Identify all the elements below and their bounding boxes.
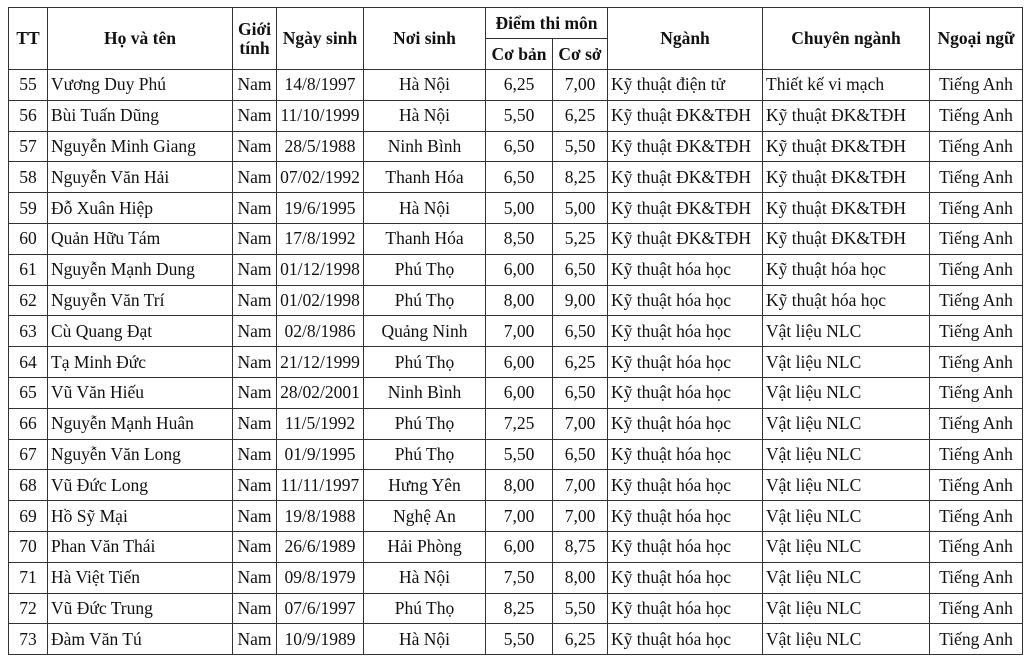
cell-nganh: Kỹ thuật ĐK&TĐH — [608, 100, 763, 131]
cell-gioi-tinh: Nam — [233, 624, 277, 655]
cell-noi-sinh: Phú Thọ — [364, 439, 486, 470]
cell-noi-sinh: Thanh Hóa — [364, 162, 486, 193]
cell-co-ban: 5,50 — [486, 624, 553, 655]
cell-ngoai-ngu: Tiếng Anh — [930, 347, 1023, 378]
cell-nganh: Kỹ thuật hóa học — [608, 562, 763, 593]
table-row — [9, 193, 1023, 224]
cell-noi-sinh: Hà Nội — [364, 562, 486, 593]
cell-gioi-tinh: Nam — [233, 347, 277, 378]
cell-co-ban: 8,25 — [486, 593, 553, 624]
cell-co-so: 7,00 — [553, 501, 608, 532]
cell-gioi-tinh: Nam — [233, 162, 277, 193]
cell-tt: 64 — [9, 347, 48, 378]
cell-tt: 56 — [9, 100, 48, 131]
cell-ngoai-ngu: Tiếng Anh — [930, 562, 1023, 593]
cell-gioi-tinh: Nam — [233, 408, 277, 439]
cell-co-so: 5,25 — [553, 223, 608, 254]
cell-ngoai-ngu: Tiếng Anh — [930, 223, 1023, 254]
cell-chuyen-nganh: Vật liệu NLC — [763, 624, 930, 655]
cell-co-ban: 6,00 — [486, 377, 553, 408]
table-row — [9, 223, 1023, 254]
table-row — [9, 439, 1023, 470]
cell-tt: 55 — [9, 70, 48, 101]
cell-co-so: 8,75 — [553, 531, 608, 562]
cell-chuyen-nganh: Kỹ thuật hóa học — [763, 254, 930, 285]
table-row — [9, 347, 1023, 378]
table-row — [9, 470, 1023, 501]
cell-co-so: 5,00 — [553, 193, 608, 224]
table-row — [9, 316, 1023, 347]
cell-ngay-sinh: 01/12/1998 — [277, 254, 364, 285]
table-row — [9, 624, 1023, 655]
table-row — [9, 285, 1023, 316]
cell-noi-sinh: Hải Phòng — [364, 531, 486, 562]
cell-chuyen-nganh: Kỹ thuật ĐK&TĐH — [763, 193, 930, 224]
cell-ngay-sinh: 11/10/1999 — [277, 100, 364, 131]
cell-chuyen-nganh: Vật liệu NLC — [763, 562, 930, 593]
cell-ho-ten: Nguyễn Văn Hải — [48, 162, 233, 193]
cell-ho-ten: Nguyễn Mạnh Huân — [48, 408, 233, 439]
cell-ngay-sinh: 02/8/1986 — [277, 316, 364, 347]
cell-noi-sinh: Quảng Ninh — [364, 316, 486, 347]
cell-tt: 57 — [9, 131, 48, 162]
cell-ngoai-ngu: Tiếng Anh — [930, 131, 1023, 162]
cell-ngay-sinh: 11/11/1997 — [277, 470, 364, 501]
cell-ho-ten: Vũ Văn Hiếu — [48, 377, 233, 408]
cell-ngay-sinh: 21/12/1999 — [277, 347, 364, 378]
cell-co-ban: 8,50 — [486, 223, 553, 254]
cell-ho-ten: Bùi Tuấn Dũng — [48, 100, 233, 131]
cell-co-so: 5,50 — [553, 131, 608, 162]
cell-gioi-tinh: Nam — [233, 470, 277, 501]
cell-noi-sinh: Hưng Yên — [364, 470, 486, 501]
table-row — [9, 562, 1023, 593]
cell-co-so: 9,00 — [553, 285, 608, 316]
cell-ngay-sinh: 19/8/1988 — [277, 501, 364, 532]
cell-co-ban: 7,25 — [486, 408, 553, 439]
cell-gioi-tinh: Nam — [233, 501, 277, 532]
cell-co-ban: 6,00 — [486, 254, 553, 285]
cell-ngoai-ngu: Tiếng Anh — [930, 531, 1023, 562]
cell-tt: 66 — [9, 408, 48, 439]
cell-co-ban: 6,50 — [486, 131, 553, 162]
table-row — [9, 531, 1023, 562]
cell-nganh: Kỹ thuật hóa học — [608, 377, 763, 408]
cell-tt: 62 — [9, 285, 48, 316]
header-noi-sinh: Nơi sinh — [364, 8, 486, 70]
cell-noi-sinh: Phú Thọ — [364, 285, 486, 316]
cell-chuyen-nganh: Vật liệu NLC — [763, 470, 930, 501]
cell-chuyen-nganh: Kỹ thuật ĐK&TĐH — [763, 162, 930, 193]
cell-co-ban: 7,00 — [486, 316, 553, 347]
cell-ngoai-ngu: Tiếng Anh — [930, 254, 1023, 285]
cell-co-so: 8,00 — [553, 562, 608, 593]
cell-noi-sinh: Thanh Hóa — [364, 223, 486, 254]
cell-noi-sinh: Hà Nội — [364, 70, 486, 101]
cell-ho-ten: Tạ Minh Đức — [48, 347, 233, 378]
cell-co-ban: 5,00 — [486, 193, 553, 224]
cell-chuyen-nganh: Vật liệu NLC — [763, 408, 930, 439]
cell-co-so: 7,00 — [553, 70, 608, 101]
cell-ho-ten: Vương Duy Phú — [48, 70, 233, 101]
cell-ho-ten: Hà Việt Tiến — [48, 562, 233, 593]
cell-chuyen-nganh: Kỹ thuật ĐK&TĐH — [763, 131, 930, 162]
cell-nganh: Kỹ thuật hóa học — [608, 347, 763, 378]
cell-ngoai-ngu: Tiếng Anh — [930, 470, 1023, 501]
cell-chuyen-nganh: Vật liệu NLC — [763, 316, 930, 347]
table-row — [9, 131, 1023, 162]
table-row — [9, 501, 1023, 532]
cell-chuyen-nganh: Vật liệu NLC — [763, 377, 930, 408]
header-co-so: Cơ sở — [553, 39, 608, 70]
cell-ho-ten: Đỗ Xuân Hiệp — [48, 193, 233, 224]
cell-nganh: Kỹ thuật hóa học — [608, 470, 763, 501]
header-tt: TT — [9, 8, 48, 70]
cell-noi-sinh: Phú Thọ — [364, 254, 486, 285]
cell-tt: 72 — [9, 593, 48, 624]
cell-tt: 70 — [9, 531, 48, 562]
cell-ho-ten: Nguyễn Văn Trí — [48, 285, 233, 316]
cell-gioi-tinh: Nam — [233, 254, 277, 285]
cell-co-ban: 6,00 — [486, 531, 553, 562]
cell-chuyen-nganh: Vật liệu NLC — [763, 347, 930, 378]
cell-ngay-sinh: 28/5/1988 — [277, 131, 364, 162]
cell-co-ban: 6,25 — [486, 70, 553, 101]
cell-noi-sinh: Nghệ An — [364, 501, 486, 532]
cell-nganh: Kỹ thuật hóa học — [608, 593, 763, 624]
cell-nganh: Kỹ thuật ĐK&TĐH — [608, 223, 763, 254]
cell-ngay-sinh: 01/9/1995 — [277, 439, 364, 470]
header-co-ban: Cơ bản — [486, 39, 553, 70]
cell-co-so: 6,25 — [553, 347, 608, 378]
cell-co-so: 6,50 — [553, 377, 608, 408]
cell-ngoai-ngu: Tiếng Anh — [930, 501, 1023, 532]
cell-gioi-tinh: Nam — [233, 439, 277, 470]
cell-co-ban: 8,00 — [486, 470, 553, 501]
cell-ho-ten: Cù Quang Đạt — [48, 316, 233, 347]
cell-tt: 59 — [9, 193, 48, 224]
cell-nganh: Kỹ thuật hóa học — [608, 439, 763, 470]
cell-ngay-sinh: 09/8/1979 — [277, 562, 364, 593]
cell-chuyen-nganh: Kỹ thuật hóa học — [763, 285, 930, 316]
cell-gioi-tinh: Nam — [233, 593, 277, 624]
cell-co-so: 6,50 — [553, 254, 608, 285]
cell-tt: 71 — [9, 562, 48, 593]
cell-co-so: 7,00 — [553, 408, 608, 439]
cell-gioi-tinh: Nam — [233, 70, 277, 101]
cell-gioi-tinh: Nam — [233, 223, 277, 254]
cell-nganh: Kỹ thuật điện tử — [608, 70, 763, 101]
cell-ngay-sinh: 11/5/1992 — [277, 408, 364, 439]
cell-ngay-sinh: 19/6/1995 — [277, 193, 364, 224]
cell-noi-sinh: Phú Thọ — [364, 408, 486, 439]
cell-tt: 68 — [9, 470, 48, 501]
cell-ho-ten: Hồ Sỹ Mại — [48, 501, 233, 532]
header-ho-ten: Họ và tên — [48, 8, 233, 70]
candidate-table — [8, 7, 1023, 655]
table-row — [9, 408, 1023, 439]
cell-noi-sinh: Ninh Bình — [364, 377, 486, 408]
cell-gioi-tinh: Nam — [233, 377, 277, 408]
header-ngoai-ngu: Ngoại ngữ — [930, 8, 1023, 70]
cell-co-ban: 8,00 — [486, 285, 553, 316]
cell-ngoai-ngu: Tiếng Anh — [930, 316, 1023, 347]
cell-gioi-tinh: Nam — [233, 193, 277, 224]
cell-ho-ten: Nguyễn Mạnh Dung — [48, 254, 233, 285]
cell-ngoai-ngu: Tiếng Anh — [930, 408, 1023, 439]
cell-ngoai-ngu: Tiếng Anh — [930, 593, 1023, 624]
cell-chuyen-nganh: Kỹ thuật ĐK&TĐH — [763, 223, 930, 254]
cell-ngay-sinh: 01/02/1998 — [277, 285, 364, 316]
header-nganh: Ngành — [608, 8, 763, 70]
table-row — [9, 593, 1023, 624]
table-row — [9, 377, 1023, 408]
cell-tt: 67 — [9, 439, 48, 470]
cell-co-ban: 7,00 — [486, 501, 553, 532]
cell-noi-sinh: Hà Nội — [364, 624, 486, 655]
cell-nganh: Kỹ thuật hóa học — [608, 624, 763, 655]
cell-co-ban: 5,50 — [486, 439, 553, 470]
header-chuyen-nganh: Chuyên ngành — [763, 8, 930, 70]
cell-ho-ten: Đàm Văn Tú — [48, 624, 233, 655]
cell-chuyen-nganh: Kỹ thuật ĐK&TĐH — [763, 100, 930, 131]
table-row — [9, 254, 1023, 285]
cell-nganh: Kỹ thuật hóa học — [608, 408, 763, 439]
cell-ngoai-ngu: Tiếng Anh — [930, 624, 1023, 655]
cell-ngoai-ngu: Tiếng Anh — [930, 162, 1023, 193]
cell-noi-sinh: Ninh Bình — [364, 131, 486, 162]
cell-tt: 61 — [9, 254, 48, 285]
cell-chuyen-nganh: Vật liệu NLC — [763, 593, 930, 624]
table-wrapper — [8, 7, 1023, 655]
cell-nganh: Kỹ thuật hóa học — [608, 501, 763, 532]
cell-tt: 73 — [9, 624, 48, 655]
cell-gioi-tinh: Nam — [233, 100, 277, 131]
cell-co-ban: 6,50 — [486, 162, 553, 193]
cell-ngay-sinh: 10/9/1989 — [277, 624, 364, 655]
cell-ho-ten: Vũ Đức Long — [48, 470, 233, 501]
header-gioi-tinh: Giới tính — [233, 8, 277, 70]
cell-ngoai-ngu: Tiếng Anh — [930, 285, 1023, 316]
cell-tt: 63 — [9, 316, 48, 347]
cell-ngoai-ngu: Tiếng Anh — [930, 439, 1023, 470]
cell-co-so: 5,50 — [553, 593, 608, 624]
cell-nganh: Kỹ thuật hóa học — [608, 316, 763, 347]
cell-noi-sinh: Phú Thọ — [364, 593, 486, 624]
cell-nganh: Kỹ thuật hóa học — [608, 254, 763, 285]
table-row — [9, 100, 1023, 131]
cell-co-ban: 5,50 — [486, 100, 553, 131]
table-row — [9, 70, 1023, 101]
cell-chuyen-nganh: Thiết kế vi mạch — [763, 70, 930, 101]
cell-ngoai-ngu: Tiếng Anh — [930, 70, 1023, 101]
cell-ho-ten: Phan Văn Thái — [48, 531, 233, 562]
cell-ngay-sinh: 07/6/1997 — [277, 593, 364, 624]
cell-tt: 58 — [9, 162, 48, 193]
cell-ngay-sinh: 28/02/2001 — [277, 377, 364, 408]
table-row — [9, 162, 1023, 193]
cell-ngay-sinh: 26/6/1989 — [277, 531, 364, 562]
header-diem-thi-mon: Điểm thi môn — [486, 8, 608, 39]
cell-co-so: 6,50 — [553, 439, 608, 470]
cell-nganh: Kỹ thuật ĐK&TĐH — [608, 131, 763, 162]
cell-co-so: 6,25 — [553, 100, 608, 131]
cell-nganh: Kỹ thuật hóa học — [608, 531, 763, 562]
cell-co-so: 6,25 — [553, 624, 608, 655]
cell-ho-ten: Quản Hữu Tám — [48, 223, 233, 254]
cell-ho-ten: Vũ Đức Trung — [48, 593, 233, 624]
cell-co-so: 6,50 — [553, 316, 608, 347]
cell-nganh: Kỹ thuật hóa học — [608, 285, 763, 316]
cell-tt: 60 — [9, 223, 48, 254]
cell-noi-sinh: Phú Thọ — [364, 347, 486, 378]
cell-tt: 69 — [9, 501, 48, 532]
cell-gioi-tinh: Nam — [233, 285, 277, 316]
cell-co-so: 8,25 — [553, 162, 608, 193]
cell-tt: 65 — [9, 377, 48, 408]
cell-gioi-tinh: Nam — [233, 531, 277, 562]
cell-gioi-tinh: Nam — [233, 562, 277, 593]
table-body — [9, 70, 1023, 655]
cell-ngoai-ngu: Tiếng Anh — [930, 193, 1023, 224]
cell-co-ban: 7,50 — [486, 562, 553, 593]
cell-chuyen-nganh: Vật liệu NLC — [763, 501, 930, 532]
cell-ngay-sinh: 14/8/1997 — [277, 70, 364, 101]
cell-noi-sinh: Hà Nội — [364, 100, 486, 131]
cell-nganh: Kỹ thuật ĐK&TĐH — [608, 193, 763, 224]
cell-chuyen-nganh: Vật liệu NLC — [763, 439, 930, 470]
cell-gioi-tinh: Nam — [233, 131, 277, 162]
cell-gioi-tinh: Nam — [233, 316, 277, 347]
cell-noi-sinh: Hà Nội — [364, 193, 486, 224]
cell-co-ban: 6,00 — [486, 347, 553, 378]
cell-co-so: 7,00 — [553, 470, 608, 501]
cell-ho-ten: Nguyễn Văn Long — [48, 439, 233, 470]
cell-ngoai-ngu: Tiếng Anh — [930, 377, 1023, 408]
cell-ngay-sinh: 17/8/1992 — [277, 223, 364, 254]
cell-chuyen-nganh: Vật liệu NLC — [763, 531, 930, 562]
cell-ngay-sinh: 07/02/1992 — [277, 162, 364, 193]
cell-ngoai-ngu: Tiếng Anh — [930, 100, 1023, 131]
cell-nganh: Kỹ thuật ĐK&TĐH — [608, 162, 763, 193]
cell-ho-ten: Nguyễn Minh Giang — [48, 131, 233, 162]
header-ngay-sinh: Ngày sinh — [277, 8, 364, 70]
